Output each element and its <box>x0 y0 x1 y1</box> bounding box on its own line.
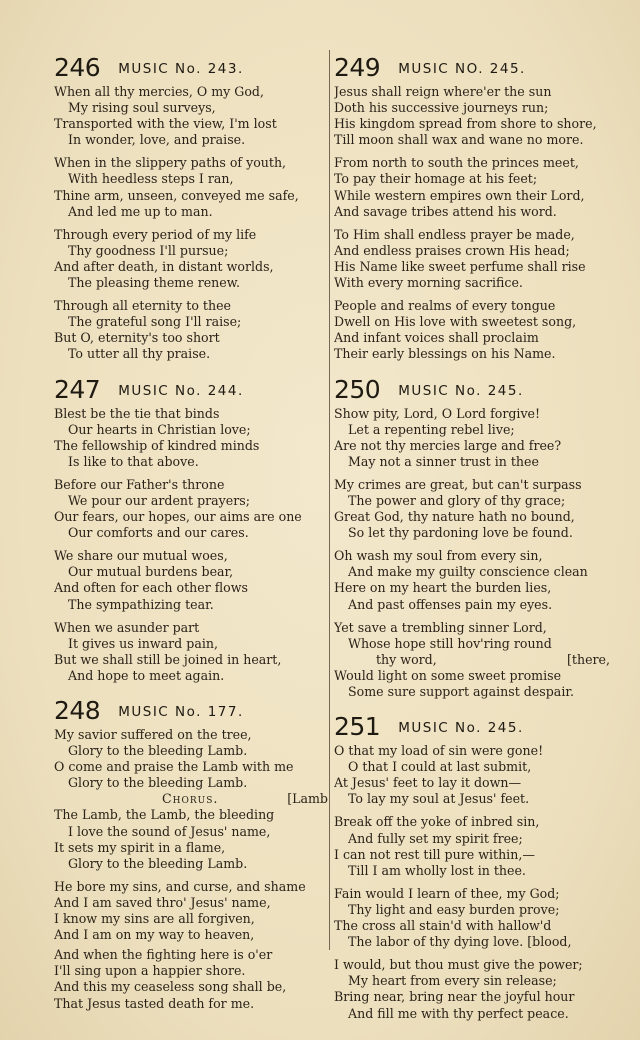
verse-line: And I am on my way to heaven, <box>54 927 255 943</box>
stanza <box>54 477 328 541</box>
verse-line: The Lamb, the Lamb, the bleeding <box>54 807 275 823</box>
hymn-tune-reference: MUSIC No. 177. <box>118 704 244 720</box>
hymn-tune-reference: MUSIC No. 244. <box>118 382 244 399</box>
verse-line: My rising soul surveys, <box>68 100 216 116</box>
verse-line: Through all eternity to thee <box>54 298 231 314</box>
hymn-249 <box>334 48 610 363</box>
verse-line: Our mutual burdens bear, <box>68 564 234 580</box>
verse-line: Oh wash my soul from every sin, <box>334 548 543 564</box>
verse-line: To lay my soul at Jesus' feet. <box>348 791 530 807</box>
verse-line: The labor of thy dying love. [blood, <box>348 934 572 950</box>
stanza <box>54 620 328 684</box>
stanza <box>334 406 610 470</box>
verse-line: From north to south the princes meet, <box>334 155 579 171</box>
stanza <box>334 155 610 219</box>
verse-line: When all thy mercies, O my God, <box>54 84 264 99</box>
stanza <box>334 886 610 950</box>
verse-line: O that my load of sin were gone! <box>334 743 544 759</box>
verse-line: With every morning sacrifice. <box>334 275 523 291</box>
hymn-header <box>334 48 610 82</box>
hymn-251 <box>334 707 610 1022</box>
verse-line: Glory to the bleeding Lamb. <box>68 855 248 871</box>
hymn-tune-reference: MUSIC No. 245. <box>398 382 524 399</box>
verse-line: Glory to the bleeding Lamb. <box>68 775 248 791</box>
verse-line: Glory to the bleeding Lamb. <box>68 743 248 759</box>
stanza <box>54 227 328 291</box>
stanza <box>54 298 328 362</box>
verse-line: Doth his successive journeys run; <box>334 100 549 116</box>
verse-line: And fully set my spirit free; <box>348 830 523 846</box>
chorus-bracket: [Lamb <box>287 791 328 807</box>
hymn-header <box>54 48 328 82</box>
stanza <box>54 406 328 470</box>
verse-line: And hope to meet again. <box>68 667 225 683</box>
verse-line: Transported with the view, I'm lost <box>54 116 277 132</box>
hymn-number: 249 <box>334 53 381 82</box>
column-divider <box>329 50 330 950</box>
verse-line: Through every period of my life <box>54 226 257 242</box>
stanza <box>334 227 610 291</box>
verse-line: His kingdom spread from shore to shore, <box>334 116 597 132</box>
hymn-tune-reference: MUSIC No. 243. <box>118 61 244 77</box>
verse-line: Would light on some sweet promise <box>334 667 562 683</box>
verse-line: Show pity, Lord, O Lord forgive! <box>334 405 541 421</box>
hymn-number: 248 <box>54 696 101 725</box>
chorus <box>54 807 328 871</box>
verse-line: It sets my spirit in a flame, <box>54 839 226 855</box>
verse-line: Dwell on His love with sweetest song, <box>334 314 577 330</box>
hymn-247 <box>54 370 328 685</box>
verse-line-split <box>334 652 610 668</box>
verse-line: The fellowship of kindred minds <box>54 437 260 453</box>
verse-line: And endless praises crown His head; <box>334 242 570 258</box>
verse-line: To utter all thy praise. <box>68 346 211 362</box>
hymn-header <box>334 370 610 404</box>
verse-line: But we shall still be joined in heart, <box>54 651 282 667</box>
hymn-246 <box>54 48 328 363</box>
verse-line: Bring near, bring near the joyful hour <box>334 989 575 1005</box>
stanza <box>334 298 610 362</box>
verse-line: That Jesus tasted death for me. <box>54 995 255 1011</box>
verse-line: And after death, in distant worlds, <box>54 258 274 274</box>
verse-line: It gives us inward pain, <box>68 635 218 651</box>
verse-line: And savage tribes attend his word. <box>334 203 557 219</box>
stanza <box>54 548 328 612</box>
stanza <box>334 814 610 878</box>
stanza <box>334 477 610 541</box>
stanza <box>334 620 610 700</box>
verse-line: Before our Father's throne <box>54 476 225 492</box>
verse-line: We pour our ardent prayers; <box>68 492 250 508</box>
stanza <box>334 84 610 148</box>
verse-line: Thy light and easy burden prove; <box>348 901 560 917</box>
verse-line: And infant voices shall proclaim <box>334 330 539 346</box>
verse-fragment-bracket: [there, <box>566 651 610 667</box>
verse-line: The power and glory of thy grace; <box>348 492 566 508</box>
verse-line: When in the slippery paths of youth, <box>54 155 287 171</box>
verse-line: Fain would I learn of thee, my God; <box>334 885 560 901</box>
verse-line: And when the fighting here is o'er <box>54 947 273 963</box>
verse-line: His Name like sweet perfume shall rise <box>334 258 586 274</box>
verse-line: So let thy pardoning love be found. <box>348 525 573 541</box>
verse-line: Blest be the tie that binds <box>54 405 220 421</box>
verse-line: I would, but thou must give the power; <box>334 957 583 973</box>
verse-line: But O, eternity's too short <box>54 330 220 346</box>
stanza <box>54 879 328 943</box>
verse-line: Thy goodness I'll pursue; <box>68 242 229 258</box>
verse-line: I'll sing upon a happier shore. <box>54 963 246 979</box>
stanza <box>54 727 328 791</box>
verse-line: The pleasing theme renew. <box>68 275 241 291</box>
verse-line: Break off the yoke of inbred sin, <box>334 814 540 830</box>
verse-line: And I am saved thro' Jesus' name, <box>54 894 271 910</box>
verse-line: We share our mutual woes, <box>54 548 228 564</box>
verse-line: The cross all stain'd with hallow'd <box>334 918 552 934</box>
verse-line: Here on my heart the burden lies, <box>334 580 552 596</box>
verse-line: At Jesus' feet to lay it down— <box>334 775 522 791</box>
verse-line: In wonder, love, and praise. <box>68 132 246 148</box>
verse-fragment: thy word, <box>376 651 437 667</box>
verse-line: Whose hope still hov'ring round <box>348 635 552 651</box>
stanza <box>334 743 610 807</box>
verse-line: And fill me with thy perfect peace. <box>348 1005 569 1021</box>
chorus-label: Chorus. <box>162 791 219 807</box>
verse-line: Thine arm, unseen, conveyed me safe, <box>54 187 299 203</box>
verse-line: And this my ceaseless song shall be, <box>54 979 287 995</box>
stanza <box>54 84 328 148</box>
hymn-header <box>334 707 610 741</box>
verse-line: Till I am wholly lost in thee. <box>348 862 526 878</box>
verse-line: I love the sound of Jesus' name, <box>68 823 271 839</box>
verse-line: I know my sins are all forgiven, <box>54 911 255 927</box>
verse-line: He bore my sins, and curse, and shame <box>54 878 306 894</box>
verse-line: And past offenses pain my eyes. <box>348 596 553 612</box>
hymn-number: 246 <box>54 53 101 82</box>
verse-line: My savior suffered on the tree, <box>54 727 252 742</box>
verse-line: May not a sinner trust in thee <box>348 453 539 469</box>
verse-line: The grateful song I'll raise; <box>68 314 242 330</box>
hymn-tune-reference: MUSIC No. 245. <box>398 720 524 737</box>
verse-line: I can not rest till pure within,— <box>334 846 535 862</box>
verse-line: O come and praise the Lamb with me <box>54 759 294 775</box>
hymn-header <box>54 691 328 725</box>
verse-line: While western empires own their Lord, <box>334 187 585 203</box>
hymn-tune-reference: MUSIC NO. 245. <box>398 61 526 77</box>
verse-line: My crimes are great, but can't surpass <box>334 476 582 492</box>
verse-line: And led me up to man. <box>68 203 213 219</box>
verse-line: Let a repenting rebel live; <box>348 421 515 437</box>
verse-line: Our fears, our hopes, our aims are one <box>54 509 302 525</box>
verse-line: Are not thy mercies large and free? <box>334 437 562 453</box>
verse-line: When we asunder part <box>54 619 200 635</box>
hymn-number: 250 <box>334 374 381 404</box>
verse-line: My heart from every sin release; <box>348 973 557 989</box>
verse-line: With heedless steps I ran, <box>68 171 234 187</box>
verse-line: Their early blessings on his Name. <box>334 346 556 362</box>
hymn-248 <box>54 691 328 1012</box>
left-column <box>54 48 328 1019</box>
verse-line: Our hearts in Christian love; <box>68 421 251 437</box>
verse-line: People and realms of every tongue <box>334 298 556 314</box>
verse-line: Is like to that above. <box>68 453 199 469</box>
hymn-number: 247 <box>54 374 101 404</box>
verse-line: The sympathizing tear. <box>68 596 214 612</box>
verse-line: Our comforts and our cares. <box>68 525 249 541</box>
verse-line: To Him shall endless prayer be made, <box>334 226 575 242</box>
stanza <box>54 155 328 219</box>
hymn-250 <box>334 370 610 701</box>
verse-line: Jesus shall reign where'er the sun <box>334 84 552 99</box>
stanza <box>54 947 328 1011</box>
verse-line: And often for each other flows <box>54 580 248 596</box>
hymn-number: 251 <box>334 712 381 742</box>
right-column <box>334 48 610 1029</box>
stanza <box>334 548 610 612</box>
hymn-header <box>54 370 328 404</box>
chorus-heading <box>54 791 328 807</box>
verse-line: Great God, thy nature hath no bound, <box>334 509 575 525</box>
verse-line: To pay their homage at his feet; <box>334 171 538 187</box>
verse-line: Yet save a trembling sinner Lord, <box>334 619 547 635</box>
verse-line: Till moon shall wax and wane no more. <box>334 132 584 148</box>
stanza <box>334 957 610 1021</box>
verse-line: And make my guilty conscience clean <box>348 564 588 580</box>
verse-line: O that I could at last submit, <box>348 759 532 775</box>
verse-line: Some sure support against despair. <box>348 684 574 699</box>
